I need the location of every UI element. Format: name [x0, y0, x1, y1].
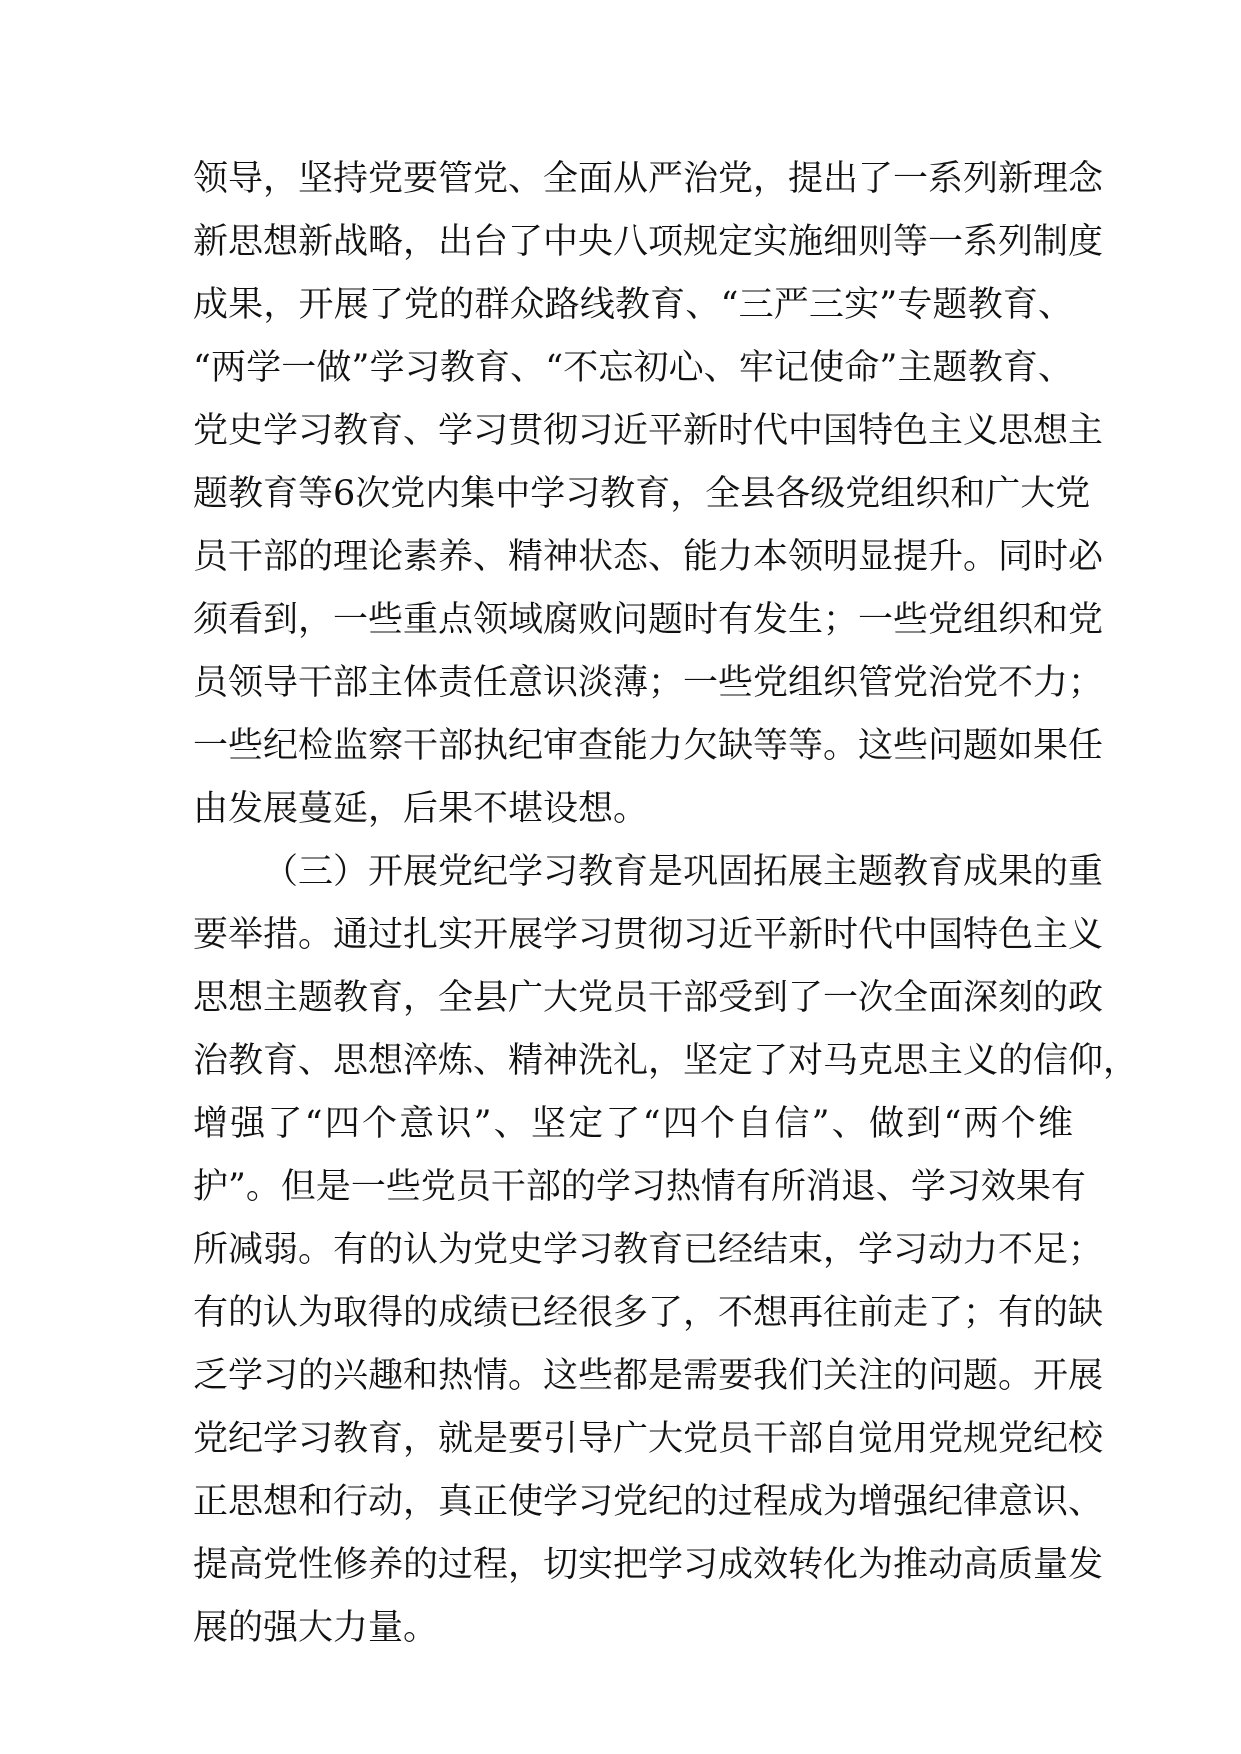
text-line: 展的强大力量。 — [193, 1608, 439, 1648]
text-line: 员领导干部主体责任意识淡薄；一些党组织管党治党不力； — [193, 663, 1104, 703]
text-line: 党史学习教育、学习贯彻习近平新时代中国特色主义思想主 — [193, 411, 1104, 451]
document-body — [193, 148, 1139, 1660]
text-line: 员干部的理论素养、精神状态、能力本领明显提升。同时必 — [193, 537, 1104, 577]
text-line: 思想主题教育，全县广大党员干部受到了一次全面深刻的政 — [193, 978, 1104, 1018]
text-line: （三）开展党纪学习教育是巩固拓展主题教育成果的重 — [263, 852, 1104, 892]
text-line: 党纪学习教育，就是要引导广大党员干部自觉用党规党纪校 — [193, 1419, 1104, 1459]
text-line: 要举措。通过扎实开展学习贯彻习近平新时代中国特色主义 — [193, 915, 1104, 955]
text-line: “两学一做”学习教育、“不忘初心、牢记使命”主题教育、 — [193, 348, 1073, 388]
text-line: 领导，坚持党要管党、全面从严治党，提出了一系列新理念 — [193, 159, 1104, 199]
text-line: 须看到，一些重点领域腐败问题时有发生；一些党组织和党 — [193, 600, 1104, 640]
text-line: 题教育等6次党内集中学习教育，全县各级党组织和广大党 — [193, 474, 1091, 514]
text-line: 一些纪检监察干部执纪审查能力欠缺等等。这些问题如果任 — [193, 726, 1104, 766]
text-line: 正思想和行动，真正使学习党纪的过程成为增强纪律意识、 — [193, 1482, 1104, 1522]
text-line: 提高党性修养的过程，切实把学习成效转化为推动高质量发 — [193, 1545, 1104, 1585]
text-line: 成果，开展了党的群众路线教育、“三严三实”专题教育、 — [193, 285, 1073, 325]
text-line: 有的认为取得的成绩已经很多了，不想再往前走了；有的缺 — [193, 1293, 1104, 1333]
text-line: 护”。但是一些党员干部的学习热情有所消退、学习效果有 — [193, 1167, 1086, 1207]
text-line: 治教育、思想淬炼、精神洗礼，坚定了对马克思主义的信仰， — [193, 1041, 1139, 1081]
text-line: 由发展蔓延，后果不堪设想。 — [193, 789, 649, 829]
text-line: 所减弱。有的认为党史学习教育已经结束，学习动力不足； — [193, 1230, 1104, 1270]
paragraph-2 — [193, 841, 1139, 1660]
text-line: 增强了“四个意识”、坚定了“四个自信”、做到“两个维 — [193, 1104, 1073, 1144]
paragraph-1 — [193, 148, 1104, 841]
text-line: 乏学习的兴趣和热情。这些都是需要我们关注的问题。开展 — [193, 1356, 1104, 1396]
text-line: 新思想新战略，出台了中央八项规定实施细则等一系列制度 — [193, 222, 1104, 262]
